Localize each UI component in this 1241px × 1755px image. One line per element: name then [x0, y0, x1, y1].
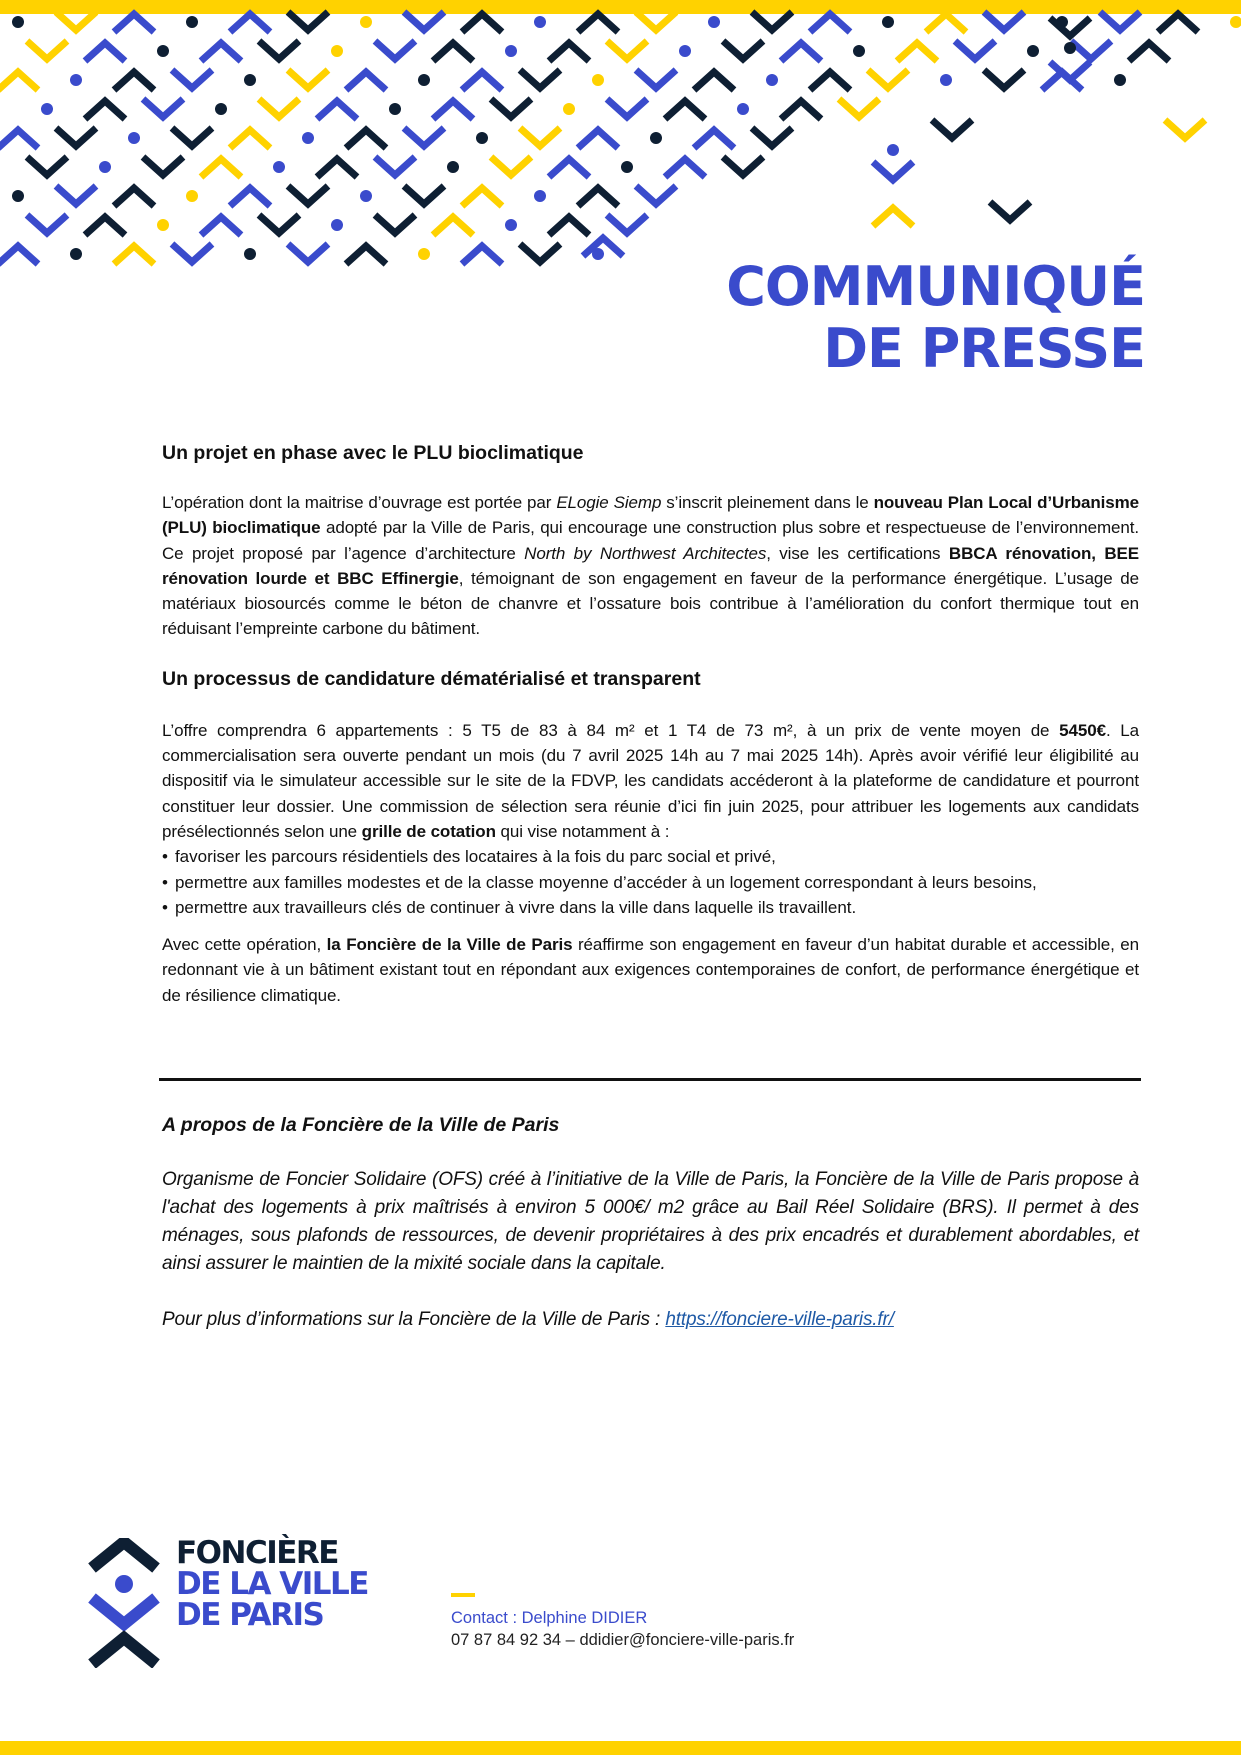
dot-icon: [157, 219, 169, 231]
chevron-down-icon: [636, 70, 676, 88]
chevron-down-icon: [491, 99, 531, 117]
chevron-down-icon: [288, 186, 328, 204]
dot-icon: [244, 248, 256, 260]
chevron-up-icon: [578, 14, 618, 32]
dot-icon: [418, 74, 430, 86]
chevron-up-icon: [665, 159, 705, 177]
chevron-up-icon: [114, 188, 154, 206]
section-1-paragraph: L’opération dont la maitrise d’ouvrage est portée par ELogie Siemp s’inscrit pleinement dans le nouveau Plan Local d’Urbanisme (PLU) bioclimatique adopté par la Ville de Paris, qui encourage une construction plus sobre et respectueuse de l’environnement. Ce projet proposé par l’agence d’architecture North by Northwest Architectes, vise les certifications BBCA rénovation, BEE rénovation lourde et BBC Effinergie, témoignant de son engagement en faveur de la performance énergétique. L’usage de matériaux biosourcés comme le béton de chanvre et l’ossature bois contribue à l’amélioration du confort thermique tout en réduisant l’empreinte carbone du bâtiment.: [162, 493, 1140, 639]
chevron-up-icon: [462, 246, 502, 264]
dot-icon: [563, 103, 575, 115]
dot-icon: [853, 45, 865, 57]
press-release-title: [726, 256, 1145, 380]
chevron-down-icon: [375, 157, 415, 175]
dot-icon: [650, 132, 662, 144]
dot-icon: [882, 16, 894, 28]
dot-icon: [12, 190, 24, 202]
chevron-down-icon: [375, 215, 415, 233]
chevron-down-icon: [873, 162, 913, 180]
dot-icon: [534, 190, 546, 202]
bottom-yellow-band: [0, 1741, 1241, 1755]
chevron-down-icon: [375, 41, 415, 59]
dot-icon: [1114, 74, 1126, 86]
title-line-1: COMMUNIQUÉ: [726, 255, 1145, 318]
chevron-up-icon: [897, 43, 937, 61]
dot-icon: [99, 161, 111, 173]
section-2-title: Un processus de candidature dématérialisé et transparent: [162, 667, 701, 690]
chevron-up-icon: [549, 43, 589, 61]
dot-icon: [389, 103, 401, 115]
chevron-down-icon: [288, 70, 328, 88]
about-section: [162, 1112, 1139, 1334]
chevron-down-icon: [990, 202, 1030, 220]
more-info-text: Pour plus d’informations sur la Foncière de la Ville de Paris :: [162, 1309, 666, 1330]
chevron-down-icon: [868, 70, 908, 88]
chevron-up-icon: [810, 72, 850, 90]
chevron-down-icon: [56, 128, 96, 146]
chevron-down-icon: [288, 244, 328, 262]
dot-icon: [737, 103, 749, 115]
chevron-up-icon: [433, 43, 473, 61]
list-item: • favoriser les parcours résidentiels des locataires à la fois du parc social et privé,: [162, 844, 1139, 869]
chevron-down-icon: [1050, 18, 1090, 36]
chevron-up-icon: [433, 217, 473, 235]
chevron-up-icon: [1129, 43, 1169, 61]
dot-icon: [186, 16, 198, 28]
chevron-down-icon: [1100, 12, 1140, 30]
chevron-down-icon: [607, 41, 647, 59]
fonciere-logo-mark-icon: [88, 1538, 160, 1668]
list-item: • permettre aux travailleurs clés de continuer à vivre dans la ville dans laquelle ils travaillent.: [162, 895, 1139, 920]
chevron-down-icon: [723, 41, 763, 59]
dot-icon: [70, 74, 82, 86]
list-item: • permettre aux familles modestes et de la classe moyenne d’accéder à un logement correspondant à leurs besoins,: [162, 870, 1139, 895]
chevron-up-icon: [1158, 14, 1198, 32]
chevron-up-icon: [694, 72, 734, 90]
dot-icon: [1027, 45, 1039, 57]
contact-block: [451, 1593, 794, 1651]
about-title: A propos de la Foncière de la Ville de Paris: [162, 1114, 560, 1136]
chevron-up-icon: [317, 101, 357, 119]
chevron-up-icon: [781, 43, 821, 61]
chevron-down-icon: [27, 157, 67, 175]
dot-icon: [157, 45, 169, 57]
chevron-down-icon: [636, 186, 676, 204]
dot-icon: [534, 16, 546, 28]
chevron-up-icon: [85, 217, 125, 235]
chevron-down-icon: [752, 128, 792, 146]
dot-icon: [940, 74, 952, 86]
chevron-up-icon: [665, 101, 705, 119]
chevron-up-icon: [114, 14, 154, 32]
dot-icon: [186, 190, 198, 202]
chevron-up-icon: [230, 130, 270, 148]
chevron-up-icon: [317, 159, 357, 177]
chevron-up-icon: [549, 159, 589, 177]
chevron-up-icon: [0, 72, 38, 90]
chevron-down-icon: [259, 215, 299, 233]
chevron-up-icon: [201, 217, 241, 235]
chevron-down-icon: [172, 128, 212, 146]
section-1-title: Un projet en phase avec le PLU bioclimatique: [162, 442, 584, 464]
chevron-up-icon: [549, 217, 589, 235]
dot-icon: [476, 132, 488, 144]
chevron-up-icon: [346, 72, 386, 90]
chevron-up-icon: [810, 14, 850, 32]
chevron-up-icon: [0, 246, 38, 264]
dot-icon: [505, 45, 517, 57]
about-body: Organisme de Foncier Solidaire (OFS) créé à l’initiative de la Ville de Paris, la Foncière de la Ville de Paris propose à l'achat des logements à prix maîtrisés à environ 5 000€/ m2 grâce au Bail Réel Solidaire (BRS). Il permet à des ménages, sous plafonds de ressources, de devenir propriétaires à des prix encadrés et durablement abordables, et ainsi assurer le maintien de la mixité sociale dans la capitale.: [162, 1169, 1139, 1274]
chevron-up-icon: [346, 246, 386, 264]
main-content: [162, 440, 1139, 1008]
chevron-down-icon: [520, 70, 560, 88]
chevron-down-icon: [984, 70, 1024, 88]
more-info: [162, 1306, 1139, 1334]
dot-icon: [708, 16, 720, 28]
chevron-down-icon: [404, 128, 444, 146]
chevron-up-icon: [346, 130, 386, 148]
chevron-up-icon: [462, 72, 502, 90]
dot-icon: [447, 161, 459, 173]
dot-icon: [418, 248, 430, 260]
chevron-down-icon: [839, 99, 879, 117]
chevron-down-icon: [288, 12, 328, 30]
chevron-down-icon: [143, 157, 183, 175]
chevron-down-icon: [636, 12, 676, 30]
dot-icon: [592, 74, 604, 86]
chevron-down-icon: [27, 215, 67, 233]
section-2-paragraph: L’offre comprendra 6 appartements : 5 T5 de 83 à 84 m² et 1 T4 de 73 m², à un prix de vente moyen de 5450€. La commercialisation sera ouverte pendant un mois (du 7 avril 2025 14h au 7 mai 2025 14h). Après avoir vérifié leur éligibilité au dispositif via le simulateur accessible sur le site de la FDVP, les candidats accéderont à la plateforme de candidature et pourront constituer leur dossier. Une commission de sélection sera réunie d’ici fin juin 2025, pour attribuer les logements aux candidats présélectionnés selon une grille de cotation qui vise notamment à :: [162, 720, 1139, 841]
contact-accent-dash: [451, 1593, 475, 1597]
logo-line-2: DE LA VILLE: [176, 1566, 368, 1602]
chevron-down-icon: [172, 244, 212, 262]
chevron-down-icon: [56, 12, 96, 30]
chevron-up-icon: [926, 14, 966, 32]
dot-icon: [505, 219, 517, 231]
chevron-down-icon: [27, 41, 67, 59]
chevron-up-icon: [873, 208, 913, 226]
chevron-down-icon: [607, 215, 647, 233]
dot-icon: [360, 190, 372, 202]
contact-name: Contact : Delphine DIDIER: [451, 1609, 648, 1627]
dot-icon: [41, 103, 53, 115]
chevron-down-icon: [172, 70, 212, 88]
chevron-up-icon: [462, 14, 502, 32]
chevron-down-icon: [932, 120, 972, 138]
logo-line-3: DE PARIS: [176, 1597, 324, 1633]
website-link[interactable]: https://fonciere-ville-paris.fr/: [665, 1309, 894, 1330]
dot-icon: [244, 74, 256, 86]
chevron-up-icon: [85, 43, 125, 61]
chevron-down-icon: [404, 186, 444, 204]
chevron-down-icon: [723, 157, 763, 175]
dot-icon: [331, 45, 343, 57]
chevron-down-icon: [56, 186, 96, 204]
chevron-down-icon: [259, 41, 299, 59]
dot-icon: [302, 132, 314, 144]
chevron-down-icon: [143, 99, 183, 117]
chevron-down-icon: [520, 244, 560, 262]
chevron-up-icon: [781, 101, 821, 119]
dot-icon: [1064, 42, 1076, 54]
fonciere-logo: [88, 1535, 388, 1668]
chevron-down-icon: [1071, 41, 1111, 59]
dot-icon: [215, 103, 227, 115]
chevron-down-icon: [955, 41, 995, 59]
dot-icon: [766, 74, 778, 86]
dot-icon: [621, 161, 633, 173]
chevron-up-icon: [114, 246, 154, 264]
chevron-up-icon: [0, 130, 38, 148]
chevron-up-icon: [694, 130, 734, 148]
dot-icon: [273, 161, 285, 173]
dot-icon: [887, 144, 899, 156]
chevron-up-icon: [578, 130, 618, 148]
logo-wordmark: [176, 1535, 368, 1633]
dot-icon: [70, 248, 82, 260]
chevron-up-icon: [114, 72, 154, 90]
chevron-up-icon: [578, 188, 618, 206]
chevron-up-icon: [201, 159, 241, 177]
chevron-down-icon: [259, 99, 299, 117]
closing-paragraph: Avec cette opération, la Foncière de la Ville de Paris réaffirme son engagement en faveur d’un habitat durable et accessible, en redonnant vie à un bâtiment existant tout en répondant aux exigences contemporaines de confort, de performance énergétique et de résilience climatique.: [162, 935, 1139, 1005]
contact-details: 07 87 84 92 34 – ddidier@fonciere-ville-paris.fr: [451, 1631, 795, 1649]
chevron-down-icon: [752, 12, 792, 30]
chevron-up-icon: [230, 14, 270, 32]
chevron-down-icon: [1165, 120, 1205, 138]
chevron-down-icon: [404, 12, 444, 30]
chevron-up-icon: [230, 188, 270, 206]
dot-icon: [679, 45, 691, 57]
chevron-down-icon: [491, 157, 531, 175]
chevron-down-icon: [984, 12, 1024, 30]
dot-icon: [360, 16, 372, 28]
criteria-list: [162, 844, 1139, 920]
title-line-2: DE PRESSE: [823, 317, 1145, 380]
chevron-up-icon: [85, 101, 125, 119]
logo-line-1: FONCIÈRE: [176, 1535, 338, 1571]
chevron-down-icon: [607, 99, 647, 117]
chevron-up-icon: [433, 101, 473, 119]
dot-icon: [12, 16, 24, 28]
dot-icon: [1230, 16, 1241, 28]
chevron-down-icon: [520, 128, 560, 146]
section-divider: [159, 1078, 1141, 1081]
dot-icon: [128, 132, 140, 144]
chevron-up-icon: [201, 43, 241, 61]
dot-icon: [331, 219, 343, 231]
chevron-up-icon: [462, 188, 502, 206]
